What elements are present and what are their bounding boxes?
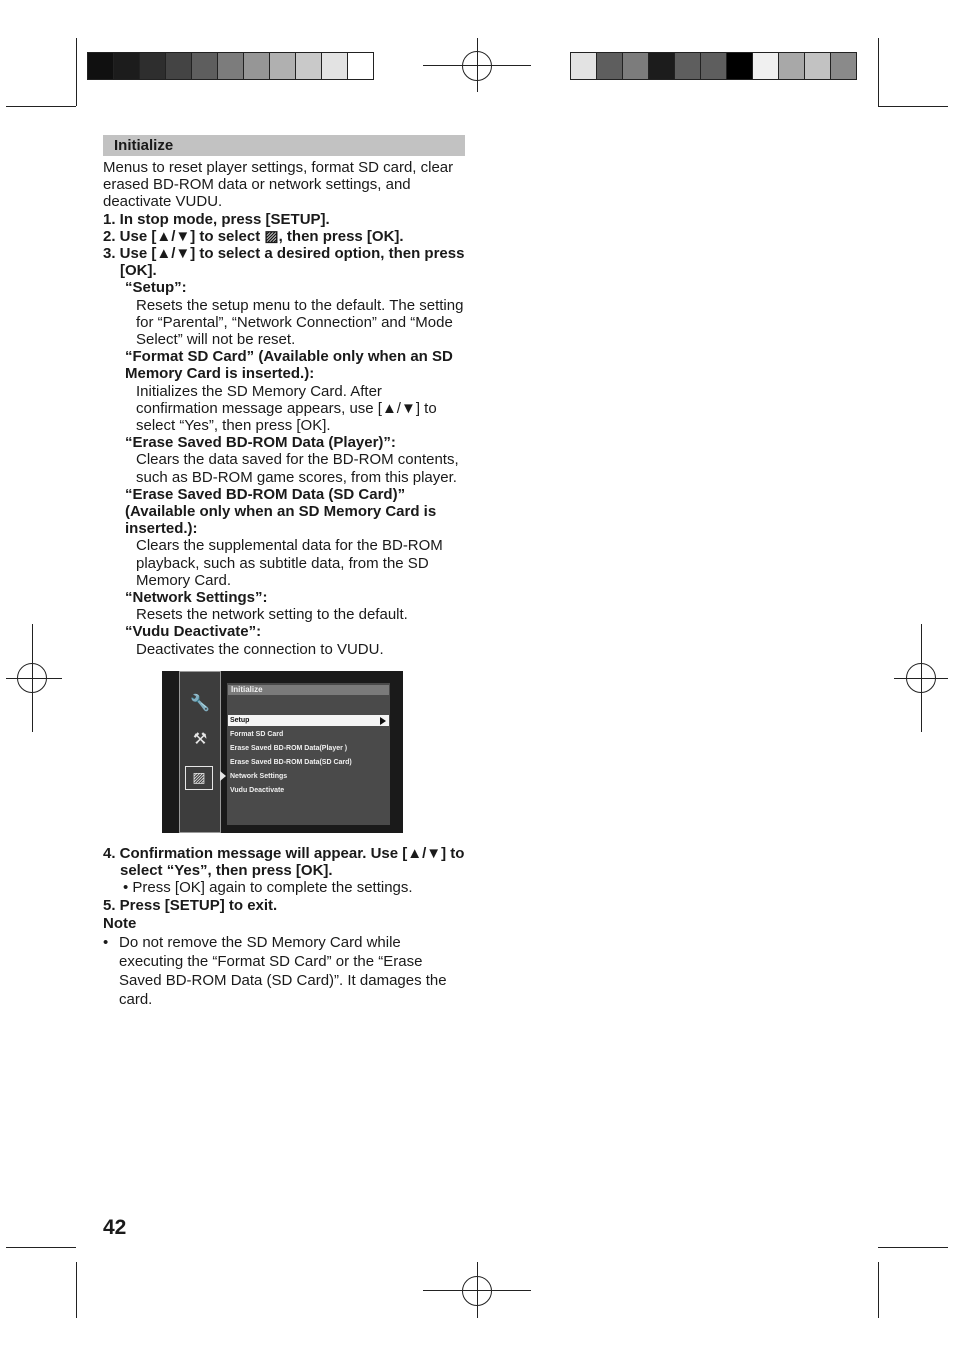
step-1: 1. In stop mode, press [SETUP]. bbox=[103, 210, 330, 228]
option-title: “Network Settings”: bbox=[125, 589, 268, 607]
wrench-icon: 🔧 bbox=[190, 694, 210, 712]
option-erase-player bbox=[103, 434, 465, 486]
grayscale-strip-right bbox=[570, 52, 857, 80]
color-swatch bbox=[88, 53, 114, 79]
sidebar-pointer-icon bbox=[220, 771, 226, 781]
grayscale-strip-left bbox=[87, 52, 374, 80]
option-description: Initializes the SD Memory Card. After confirmation message appears, use [▲/▼] to select “Yes”, then press [OK]. bbox=[136, 382, 437, 435]
color-swatch bbox=[805, 53, 831, 79]
color-swatch bbox=[727, 53, 753, 79]
option-network-settings bbox=[103, 589, 465, 623]
menu-panel-title: Initialize bbox=[228, 685, 389, 695]
color-swatch bbox=[675, 53, 701, 79]
menu-panel bbox=[227, 683, 390, 825]
step-5: 5. Press [SETUP] to exit. bbox=[103, 896, 278, 914]
option-erase-sd-card bbox=[103, 486, 465, 589]
step-3: 3. Use [▲/▼] to select a desired option, then press [OK]. bbox=[103, 245, 465, 280]
option-title: “Setup”: bbox=[125, 279, 187, 297]
option-title: “Erase Saved BD-ROM Data (Player)”: bbox=[125, 434, 396, 452]
menu-items bbox=[228, 715, 389, 799]
color-swatch bbox=[701, 53, 727, 79]
color-swatch bbox=[322, 53, 348, 79]
option-description: Resets the network setting to the default. bbox=[136, 606, 408, 624]
menu-item-erase-sd-card: Erase Saved BD-ROM Data(SD Card) bbox=[230, 758, 352, 766]
option-title: “Format SD Card” (Available only when an SD Memory Card is inserted.): bbox=[125, 348, 453, 383]
option-vudu-deactivate bbox=[103, 623, 465, 657]
option-description: Clears the data saved for the BD-ROM contents, such as BD-ROM game scores, from this player. bbox=[136, 451, 459, 486]
color-swatch bbox=[831, 53, 856, 79]
color-swatch bbox=[753, 53, 779, 79]
color-swatch bbox=[597, 53, 623, 79]
option-setup bbox=[103, 279, 465, 348]
color-swatch bbox=[166, 53, 192, 79]
color-swatch bbox=[296, 53, 322, 79]
menu-screenshot bbox=[162, 671, 403, 833]
menu-item-setup: Setup bbox=[228, 715, 389, 726]
color-swatch bbox=[218, 53, 244, 79]
color-swatch bbox=[348, 53, 373, 79]
color-swatch bbox=[140, 53, 166, 79]
note-heading: Note bbox=[103, 914, 137, 932]
menu-item-vudu-deactivate: Vudu Deactivate bbox=[230, 786, 285, 794]
menu-item-network-settings: Network Settings bbox=[230, 772, 288, 780]
option-format-sd-card bbox=[103, 348, 465, 434]
option-description: Resets the setup menu to the default. The setting for “Parental”, “Network Connection” and “Mode Select” will not be reset. bbox=[136, 296, 464, 349]
note-item: • Do not remove the SD Memory Card while executing the “Format SD Card” or the “Erase Saved BD-ROM Data (SD Card)”. It damages the card. bbox=[103, 933, 447, 1008]
color-swatch bbox=[779, 53, 805, 79]
color-swatch bbox=[192, 53, 218, 79]
submenu-arrow-icon bbox=[380, 717, 386, 725]
step-2: 2. Use [▲/▼] to select ▨, then press [OK]. bbox=[103, 227, 404, 245]
option-description: Clears the supplemental data for the BD-ROM playback, such as subtitle data, from the SD Memory Card. bbox=[136, 537, 443, 589]
color-swatch bbox=[571, 53, 597, 79]
menu-item-format-sd-card: Format SD Card bbox=[230, 730, 284, 738]
menu-sidebar bbox=[179, 671, 221, 833]
section-title: Initialize bbox=[103, 135, 465, 156]
menu-item-erase-player: Erase Saved BD-ROM Data(Player ) bbox=[230, 744, 348, 752]
color-swatch bbox=[244, 53, 270, 79]
page-number: 42 bbox=[103, 1216, 127, 1239]
option-description: Deactivates the connection to VUDU. bbox=[136, 640, 384, 658]
color-swatch bbox=[270, 53, 296, 79]
initialize-icon: ▨ bbox=[185, 766, 213, 790]
intro-text: Menus to reset player settings, format SD card, clear erased BD-ROM data or network settings, and deactivate VUDU. bbox=[103, 159, 454, 211]
option-title: “Erase Saved BD-ROM Data (SD Card)” (Available only when an SD Memory Card is inserted.): bbox=[125, 485, 437, 538]
content-column bbox=[103, 135, 465, 1009]
color-swatch bbox=[114, 53, 140, 79]
step-4: 4. Confirmation message will appear. Use [▲/▼] to select “Yes”, then press [OK]. bbox=[103, 844, 465, 880]
tools-icon: ⚒ bbox=[192, 730, 208, 748]
option-title: “Vudu Deactivate”: bbox=[125, 623, 262, 641]
step-4-bullet: • Press [OK] again to complete the settings. bbox=[123, 879, 413, 897]
color-swatch bbox=[649, 53, 675, 79]
color-swatch bbox=[623, 53, 649, 79]
